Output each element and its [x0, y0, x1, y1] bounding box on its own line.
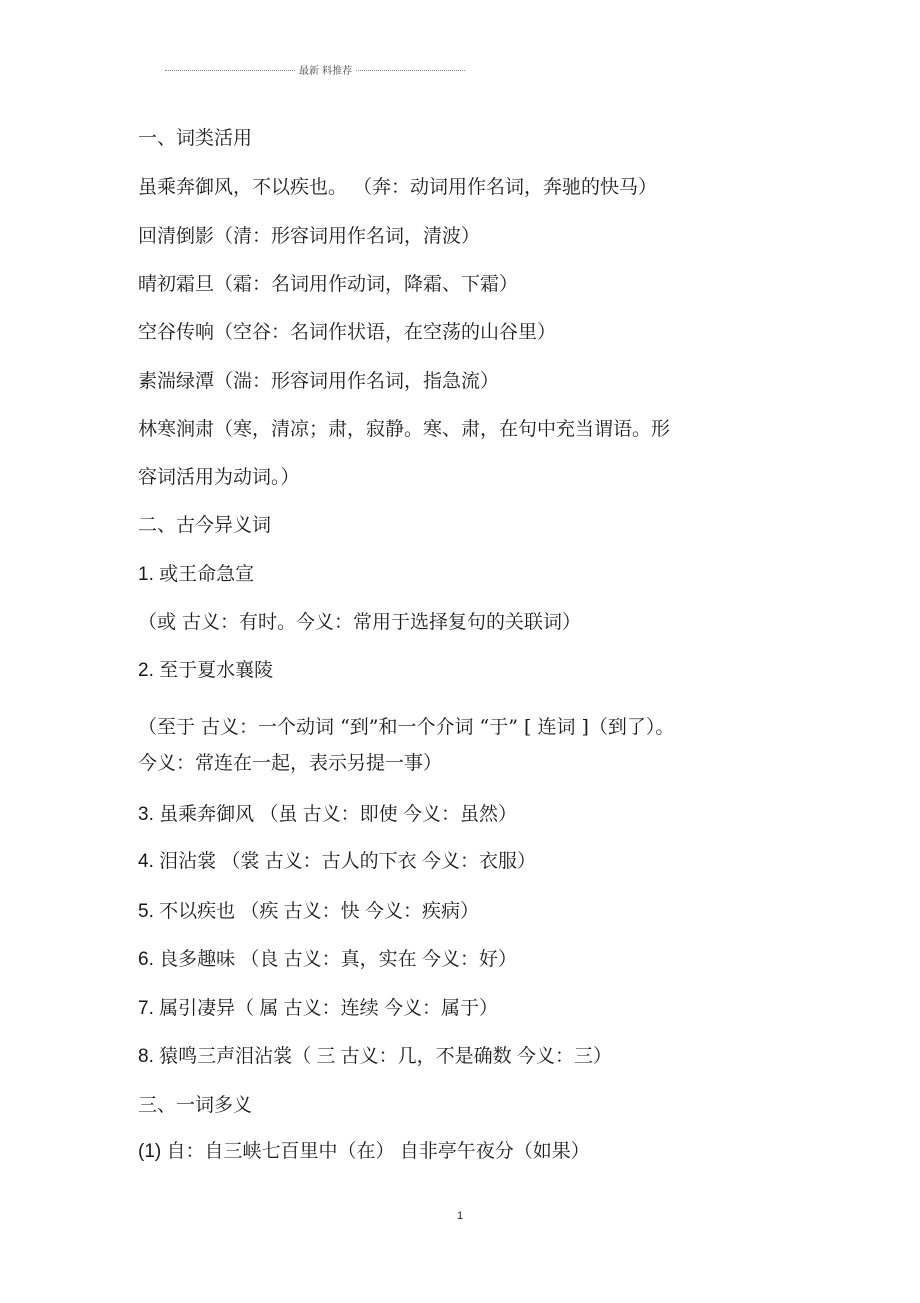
- numbered-item: 5. 不以疾也 （疾 古义：快 今义：疾病）: [138, 901, 479, 922]
- text-line: 晴初霜旦（霜：名词用作动词，降霜、下霜）: [138, 273, 519, 295]
- section-heading-2: 二、古今异义词: [138, 514, 272, 536]
- text-line: 今义：常连在一起，表示另提一事）: [138, 752, 443, 774]
- text-line: 回清倒影（清：形容词用作名词，清波）: [138, 225, 481, 247]
- numbered-item: (1) 自：自三峡七百里中（在） 自非亭午夜分（如果）: [138, 1141, 590, 1162]
- numbered-item: 3. 虽乘奔御风 （虽 古义：即使 今义：虽然）: [138, 804, 517, 825]
- section-heading-3: 三、一词多义: [138, 1094, 253, 1116]
- text-line: 空谷传响（空谷：名词作状语，在空荡的山谷里）: [138, 321, 557, 343]
- text-line: 虽乘奔御风，不以疾也。 （奔：动词用作名词，奔驰的快马）: [138, 176, 658, 198]
- numbered-item: 1. 或王命急宣: [138, 564, 255, 585]
- text-line: 林寒涧肃（寒，清凉；肃，寂静。寒、肃，在句中充当谓语。形: [138, 418, 671, 440]
- numbered-item: 6. 良多趣味 （良 古义：真，实在 今义：好）: [138, 949, 517, 970]
- numbered-item: 7. 属引凄异（ 属 古义：连续 今义：属于）: [138, 998, 498, 1019]
- text-line: 素湍绿潭（湍：形容词用作名词，指急流）: [138, 370, 500, 392]
- text-line: （或 古义：有时。今义：常用于选择复句的关联词）: [138, 611, 582, 633]
- header-text: 最新 料推荐: [295, 62, 356, 77]
- section-heading-1: 一、词类活用: [138, 127, 253, 149]
- page-number: 1: [456, 1210, 464, 1222]
- numbered-item: 2. 至于夏水襄陵: [138, 660, 274, 681]
- text-line: （至于 古义：一个动词 “到”和一个介词 “于” [ 连词 ]（到了）。: [138, 716, 675, 738]
- text-line: 容词活用为动词。）: [138, 466, 300, 488]
- numbered-item: 4. 泪沾裳 （裳 古义：古人的下衣 今义：衣服）: [138, 851, 536, 872]
- numbered-item: 8. 猿鸣三声泪沾裳（ 三 古义：几，不是确数 今义：三）: [138, 1046, 612, 1067]
